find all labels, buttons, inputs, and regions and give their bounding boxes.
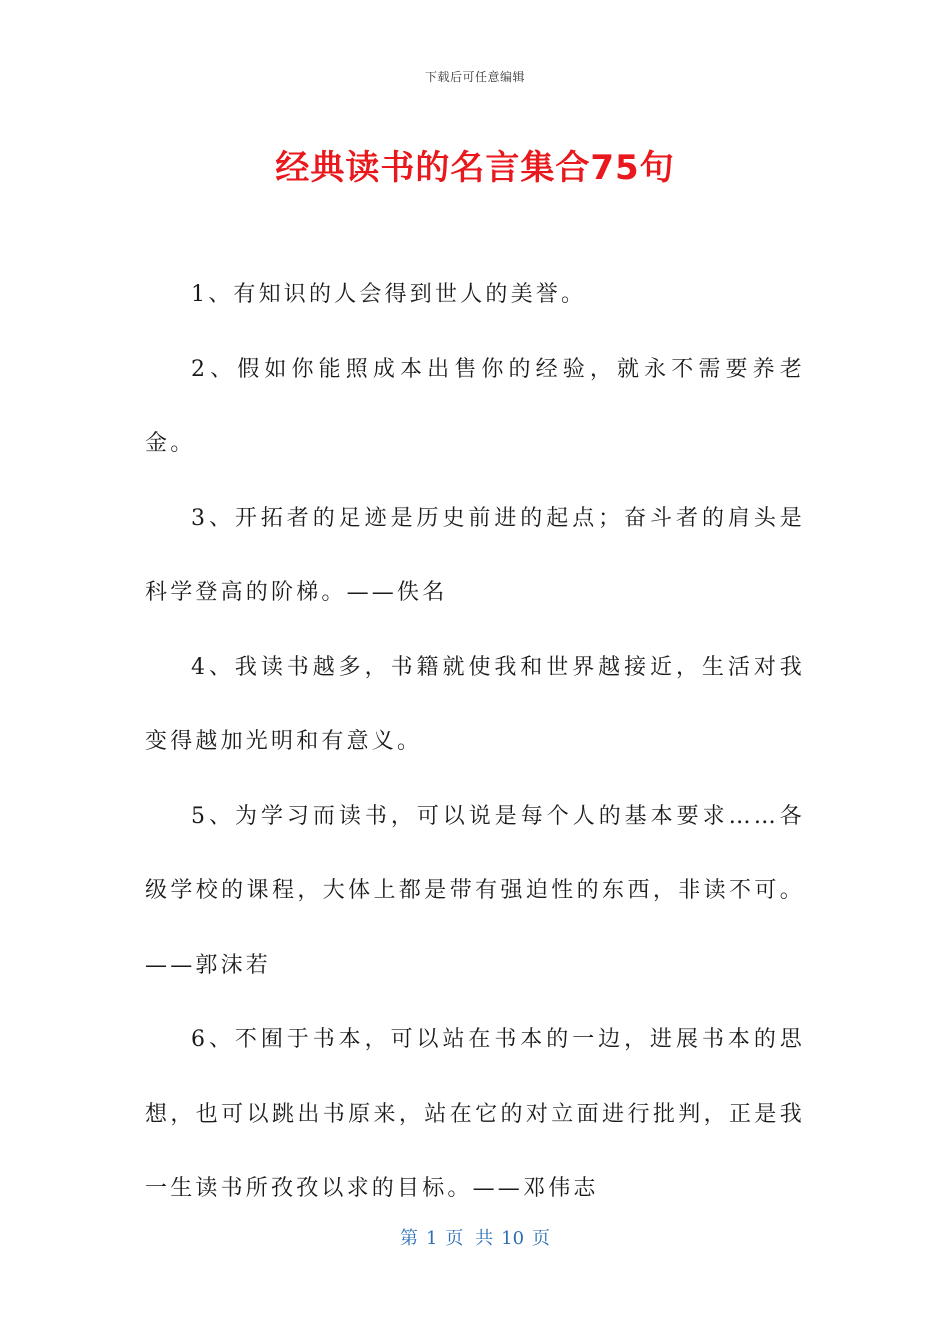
quote-paragraph-2: 2、假如你能照成本出售你的经验，就永不需要养老金。 xyxy=(145,356,805,456)
quote-paragraph-1: 1、有知识的人会得到世人的美誉。 xyxy=(191,282,587,307)
page-footer xyxy=(0,1224,950,1250)
footer-page-suffix: 页 xyxy=(532,1228,551,1249)
footer-page-prefix: 第 xyxy=(399,1228,418,1249)
header-note: 下载后可任意编辑 xyxy=(424,70,525,84)
footer-page-total: 10 xyxy=(501,1228,525,1249)
quote-paragraph-6: 6、不囿于书本，可以站在书本的一边，进展书本的思想，也可以跳出书原来，站在它的对立面进行批判，正是我一生读书所孜孜以求的目标。——邓伟志 xyxy=(145,1027,805,1201)
quote-paragraph-4: 4、我读书越多，书籍就使我和世界越接近，生活对我变得越加光明和有意义。 xyxy=(145,654,805,754)
document-title: 经典读书的名言集合75句 xyxy=(275,148,675,188)
quote-paragraph-3: 3、开拓者的足迹是历史前进的起点；奋斗者的肩头是科学登高的阶梯。——佚名 xyxy=(145,505,805,605)
quote-paragraph-5: 5、为学习而读书，可以说是每个人的基本要求……各级学校的课程，大体上都是带有强迫性的东西，非读不可。——郭沫若 xyxy=(145,803,805,978)
footer-page-mid: 页 共 xyxy=(445,1228,494,1249)
document-body xyxy=(145,258,805,1227)
footer-page-current: 1 xyxy=(425,1228,438,1249)
